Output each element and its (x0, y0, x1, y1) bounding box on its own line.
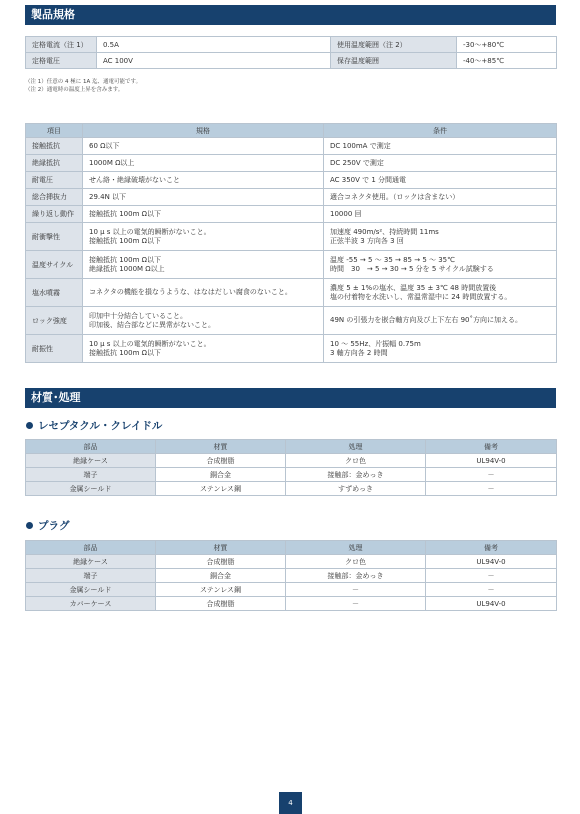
material-cell: 端子 (26, 468, 156, 482)
material-cell: 金属シールド (26, 583, 156, 597)
header-treatment: 処理 (286, 440, 426, 454)
condition-line: 濃度 5 ± 1%の塩水、温度 35 ± 3℃ 48 時間放置後 (330, 283, 497, 292)
material-cell: 合成樹脂 (156, 454, 286, 468)
performance-item: ロック強度 (26, 307, 83, 335)
header-item: 項目 (26, 124, 83, 138)
rating-label: 定格電圧 (26, 53, 97, 69)
material-cell: 合成樹脂 (156, 597, 286, 611)
performance-row (26, 279, 557, 307)
performance-row (26, 155, 557, 172)
rating-value: -30～+80℃ (457, 37, 557, 53)
material-row (26, 569, 557, 583)
performance-condition (324, 335, 557, 363)
header-part: 部品 (26, 440, 156, 454)
performance-spec (83, 206, 324, 223)
receptacle-header-row (26, 440, 557, 454)
performance-item: 塩水噴霧 (26, 279, 83, 307)
performance-condition (324, 223, 557, 251)
spec-line: 60 Ω以下 (89, 141, 120, 150)
section-title-materials: 材質･処理 (25, 388, 556, 408)
spec-line: 印加中十分結合していること。 (89, 311, 187, 320)
performance-condition (324, 172, 557, 189)
performance-condition (324, 155, 557, 172)
spec-line: 1000M Ω以上 (89, 158, 135, 167)
performance-row (26, 172, 557, 189)
performance-row (26, 189, 557, 206)
material-cell: － (426, 583, 557, 597)
condition-line: DC 100mA で測定 (330, 141, 391, 150)
performance-item: 耐電圧 (26, 172, 83, 189)
performance-condition (324, 251, 557, 279)
material-row (26, 454, 557, 468)
header-material: 材質 (156, 440, 286, 454)
rating-value: -40～+85℃ (457, 53, 557, 69)
material-cell: UL94V-0 (426, 597, 557, 611)
performance-header-row (26, 124, 557, 138)
subhead-receptacle-label: レセプタクル・クレイドル (38, 420, 163, 432)
performance-spec (83, 155, 324, 172)
material-cell: すずめっき (286, 482, 426, 496)
condition-line: 塩の付着物を水洗いし、常温常湿中に 24 時間放置する。 (330, 292, 512, 301)
plug-materials-table (25, 540, 557, 611)
rating-label: 使用温度範囲（注 2） (331, 37, 457, 53)
performance-spec (83, 189, 324, 206)
performance-item: 耐振性 (26, 335, 83, 363)
material-row (26, 583, 557, 597)
section-title-ratings: 製品規格 (25, 5, 556, 25)
note-2: （注 2）通電時の温度上昇を含みます。 (25, 87, 124, 93)
material-cell: カバーケース (26, 597, 156, 611)
material-cell: 接触部：金めっき (286, 468, 426, 482)
condition-line: 49N の引張力を嵌合軸方向及び上下左右 90˚方向に加える。 (330, 316, 523, 324)
condition-line: 時間 30 → 5 → 30 → 5 分を 5 サイクル試験する (330, 264, 494, 273)
material-row (26, 482, 557, 496)
subhead-plug (26, 518, 70, 533)
material-row (26, 468, 557, 482)
spec-line: せん絡・絶縁破壊がないこと (89, 175, 180, 184)
spec-line: 絶縁抵抗 1000M Ω以上 (89, 264, 165, 273)
performance-spec (83, 138, 324, 155)
bullet-icon (26, 422, 33, 429)
performance-item: 耐衝撃性 (26, 223, 83, 251)
subhead-receptacle (26, 418, 162, 433)
material-cell: － (286, 597, 426, 611)
header-material: 材質 (156, 541, 286, 555)
spec-line: 10 μ s 以上の電気的瞬断がないこと。 (89, 339, 211, 348)
performance-condition (324, 279, 557, 307)
condition-line: 温度 -55 → 5 ～ 35 → 85 → 5 ～ 35℃ (330, 255, 455, 264)
material-cell: 絶縁ケース (26, 454, 156, 468)
performance-spec (83, 223, 324, 251)
performance-condition (324, 307, 557, 335)
performance-row (26, 335, 557, 363)
ratings-notes (25, 78, 141, 94)
material-cell: － (286, 583, 426, 597)
condition-line: 10000 回 (330, 209, 362, 218)
spec-line: 29.4N 以下 (89, 192, 127, 201)
performance-item: 繰り返し動作 (26, 206, 83, 223)
performance-row (26, 206, 557, 223)
spec-line: 接触抵抗 100m Ω以下 (89, 255, 161, 264)
performance-condition (324, 206, 557, 223)
ratings-table (25, 36, 557, 69)
performance-row (26, 307, 557, 335)
ratings-row (26, 53, 557, 69)
rating-value: AC 100V (97, 53, 331, 69)
header-remarks: 備考 (426, 541, 557, 555)
performance-item: 絶縁抵抗 (26, 155, 83, 172)
note-1: （注 1）任意の 4 極に 1A 迄、通電可能です。 (25, 79, 142, 85)
rating-label: 定格電流（注 1） (26, 37, 97, 53)
material-cell: － (426, 468, 557, 482)
page-number: 4 (279, 792, 302, 814)
performance-condition (324, 189, 557, 206)
condition-line: AC 350V で 1 分間通電 (330, 175, 407, 184)
performance-spec (83, 251, 324, 279)
condition-line: 10 ～ 55Hz、片振幅 0.75m (330, 339, 421, 348)
header-treatment: 処理 (286, 541, 426, 555)
condition-line: 加速度 490m/s²、持続時間 11ms (330, 227, 439, 236)
condition-line: 3 軸方向各 2 時間 (330, 348, 388, 357)
material-cell: 銅合金 (156, 569, 286, 583)
condition-line: 正弦半波 3 方向各 3 回 (330, 236, 404, 245)
material-cell: UL94V-0 (426, 454, 557, 468)
header-spec: 規格 (83, 124, 324, 138)
material-cell: クロ色 (286, 454, 426, 468)
spec-line: 接触抵抗 100m Ω以下 (89, 209, 161, 218)
receptacle-materials-table (25, 439, 557, 496)
material-row (26, 555, 557, 569)
rating-label: 保存温度範囲 (331, 53, 457, 69)
spec-line: 印加後、結合部などに異常がないこと。 (89, 320, 215, 329)
performance-condition (324, 138, 557, 155)
condition-line: DC 250V で測定 (330, 158, 384, 167)
subhead-plug-label: プラグ (38, 520, 70, 532)
performance-row (26, 251, 557, 279)
performance-spec (83, 335, 324, 363)
bullet-icon (26, 522, 33, 529)
performance-item: 温度サイクル (26, 251, 83, 279)
material-row (26, 597, 557, 611)
ratings-row (26, 37, 557, 53)
material-cell: － (426, 569, 557, 583)
plug-header-row (26, 541, 557, 555)
material-cell: 絶縁ケース (26, 555, 156, 569)
performance-spec (83, 307, 324, 335)
material-cell: UL94V-0 (426, 555, 557, 569)
material-cell: 銅合金 (156, 468, 286, 482)
material-cell: 端子 (26, 569, 156, 583)
material-cell: ステンレス鋼 (156, 583, 286, 597)
performance-item: 総合挿抜力 (26, 189, 83, 206)
spec-line: コネクタの機能を損なうような、はなはだしい腐食のないこと。 (89, 288, 292, 296)
rating-value: 0.5A (97, 37, 331, 53)
material-cell: 接触部：金めっき (286, 569, 426, 583)
header-part: 部品 (26, 541, 156, 555)
performance-spec (83, 172, 324, 189)
performance-spec (83, 279, 324, 307)
performance-row (26, 138, 557, 155)
material-cell: クロ色 (286, 555, 426, 569)
performance-row (26, 223, 557, 251)
spec-line: 接触抵抗 100m Ω以下 (89, 236, 161, 245)
spec-line: 10 μ s 以上の電気的瞬断がないこと。 (89, 227, 211, 236)
performance-item: 接触抵抗 (26, 138, 83, 155)
header-remarks: 備考 (426, 440, 557, 454)
material-cell: 金属シールド (26, 482, 156, 496)
material-cell: － (426, 482, 557, 496)
header-condition: 条件 (324, 124, 557, 138)
material-cell: ステンレス鋼 (156, 482, 286, 496)
condition-line: 適合コネクタ使用。（ロックは含まない） (330, 192, 460, 201)
performance-table (25, 123, 557, 363)
spec-line: 接触抵抗 100m Ω以下 (89, 348, 161, 357)
material-cell: 合成樹脂 (156, 555, 286, 569)
